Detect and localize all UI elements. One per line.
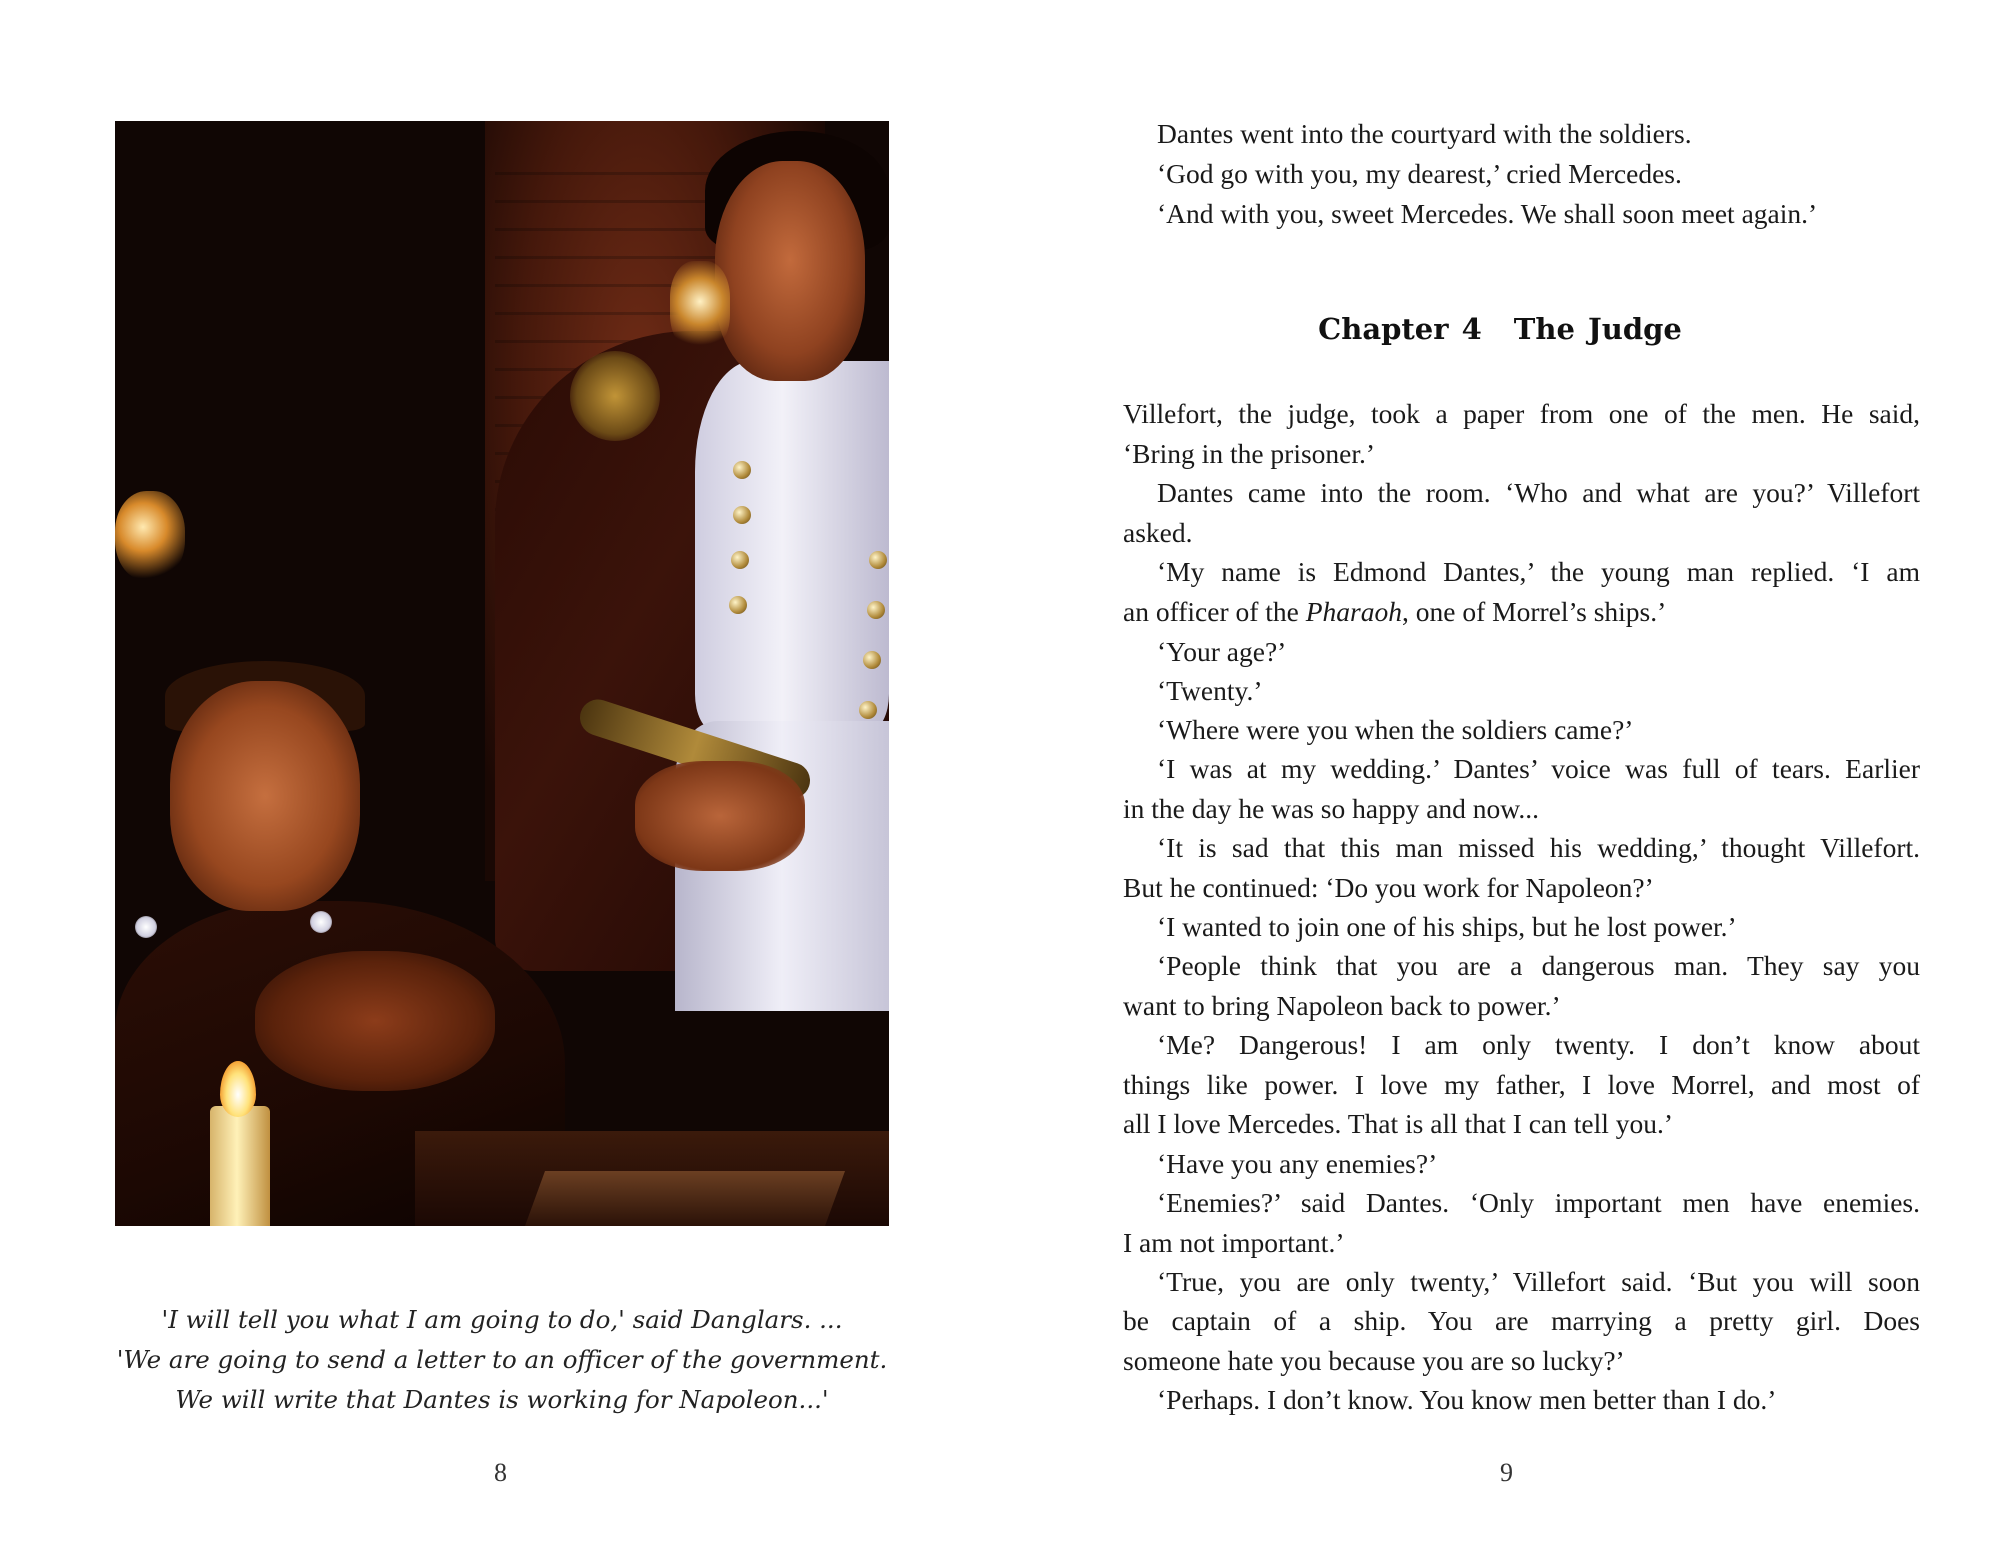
- vest-button: [863, 651, 881, 669]
- text-line: things like power. I love my father, I love Morrel, and most of: [1123, 1069, 1920, 1100]
- candle: [210, 1106, 270, 1226]
- ship-name: Pharaoh: [1305, 596, 1402, 627]
- seated-man-hand: [255, 951, 495, 1091]
- officer-white-vest: [695, 361, 889, 731]
- officer-face: [715, 161, 865, 381]
- page-number-right: 9: [1500, 1458, 1513, 1487]
- film-still-photo: [115, 121, 889, 1226]
- caption-line: We will write that Dantes is working for Napoleon...': [175, 1385, 829, 1414]
- text-line: all I love Mercedes. That is all that I can tell you.’: [1123, 1108, 1674, 1139]
- coat-button-highlight: [135, 916, 157, 938]
- text-line: ‘Me? Dangerous! I am only twenty. I don’t know about: [1157, 1029, 1920, 1060]
- vest-button: [733, 506, 751, 524]
- coat-button-highlight: [310, 911, 332, 933]
- text-line: ‘Your age?’: [1157, 636, 1287, 667]
- text-segment: , one of Morrel’s ships.’: [1402, 596, 1667, 627]
- text-line: Dantes came into the room. ‘Who and what are you?’ Villefort: [1157, 477, 1920, 508]
- text-line: someone hate you because you are so lucky?’: [1123, 1345, 1625, 1376]
- text-line: ‘I was at my wedding.’ Dantes’ voice was full of tears. Earlier: [1157, 753, 1920, 784]
- vest-button: [733, 461, 751, 479]
- text-segment: an officer of the: [1123, 596, 1306, 627]
- text-line: ‘Where were you when the soldiers came?’: [1157, 714, 1634, 745]
- text-line: ‘Have you any enemies?’: [1157, 1148, 1438, 1179]
- seated-man-face: [170, 681, 360, 911]
- vest-button: [869, 551, 887, 569]
- text-line: ‘Twenty.’: [1157, 675, 1263, 706]
- text-line: asked.: [1123, 517, 1193, 548]
- letter-paper: [525, 1171, 845, 1226]
- chapter-number: Chapter 4: [1318, 312, 1482, 346]
- caption-line: 'We are going to send a letter to an officer of the government.: [116, 1345, 888, 1374]
- text-line: want to bring Napoleon back to power.’: [1123, 990, 1561, 1021]
- officer-hand: [635, 761, 805, 871]
- epaulette: [570, 351, 660, 441]
- text-line: be captain of a ship. You are marrying a pretty girl. Does: [1123, 1305, 1920, 1336]
- vest-button: [867, 601, 885, 619]
- lantern-glow: [670, 261, 730, 351]
- text-line: Dantes went into the courtyard with the soldiers.: [1157, 118, 1692, 149]
- vest-button: [731, 551, 749, 569]
- text-line: ‘Enemies?’ said Dantes. ‘Only important men have enemies.: [1157, 1187, 1920, 1218]
- text-line: Villefort, the judge, took a paper from one of the men. He said,: [1123, 398, 1920, 429]
- text-line: ‘True, you are only twenty,’ Villefort said. ‘But you will soon: [1157, 1266, 1920, 1297]
- chapter-heading: [1000, 312, 2000, 346]
- text-line: ‘People think that you are a dangerous man. They say you: [1157, 950, 1920, 981]
- text-line: But he continued: ‘Do you work for Napoleon?’: [1123, 872, 1654, 903]
- vest-button: [729, 596, 747, 614]
- chapter-title: The Judge: [1513, 312, 1682, 346]
- text-line: ‘And with you, sweet Mercedes. We shall soon meet again.’: [1157, 198, 1818, 229]
- photo-caption: [115, 1300, 889, 1420]
- page-number-left: 8: [494, 1458, 507, 1487]
- text-line: ‘I wanted to join one of his ships, but he lost power.’: [1157, 911, 1737, 942]
- vest-button: [859, 701, 877, 719]
- caption-line: 'I will tell you what I am going to do,' said Danglars. ...: [161, 1305, 843, 1334]
- text-line: [1123, 596, 1666, 636]
- text-line: in the day he was so happy and now...: [1123, 793, 1539, 824]
- text-line: ‘God go with you, my dearest,’ cried Mercedes.: [1157, 158, 1682, 189]
- text-line: ‘My name is Edmond Dantes,’ the young man replied. ‘I am: [1157, 556, 1920, 587]
- wall-lamp-glow: [115, 491, 185, 581]
- text-line: ‘It is sad that this man missed his wedding,’ thought Villefort.: [1157, 832, 1920, 863]
- right-page: [1000, 0, 2000, 1566]
- text-line: I am not important.’: [1123, 1227, 1345, 1258]
- text-line: ‘Bring in the prisoner.’: [1123, 438, 1376, 469]
- text-line: ‘Perhaps. I don’t know. You know men better than I do.’: [1157, 1384, 1777, 1415]
